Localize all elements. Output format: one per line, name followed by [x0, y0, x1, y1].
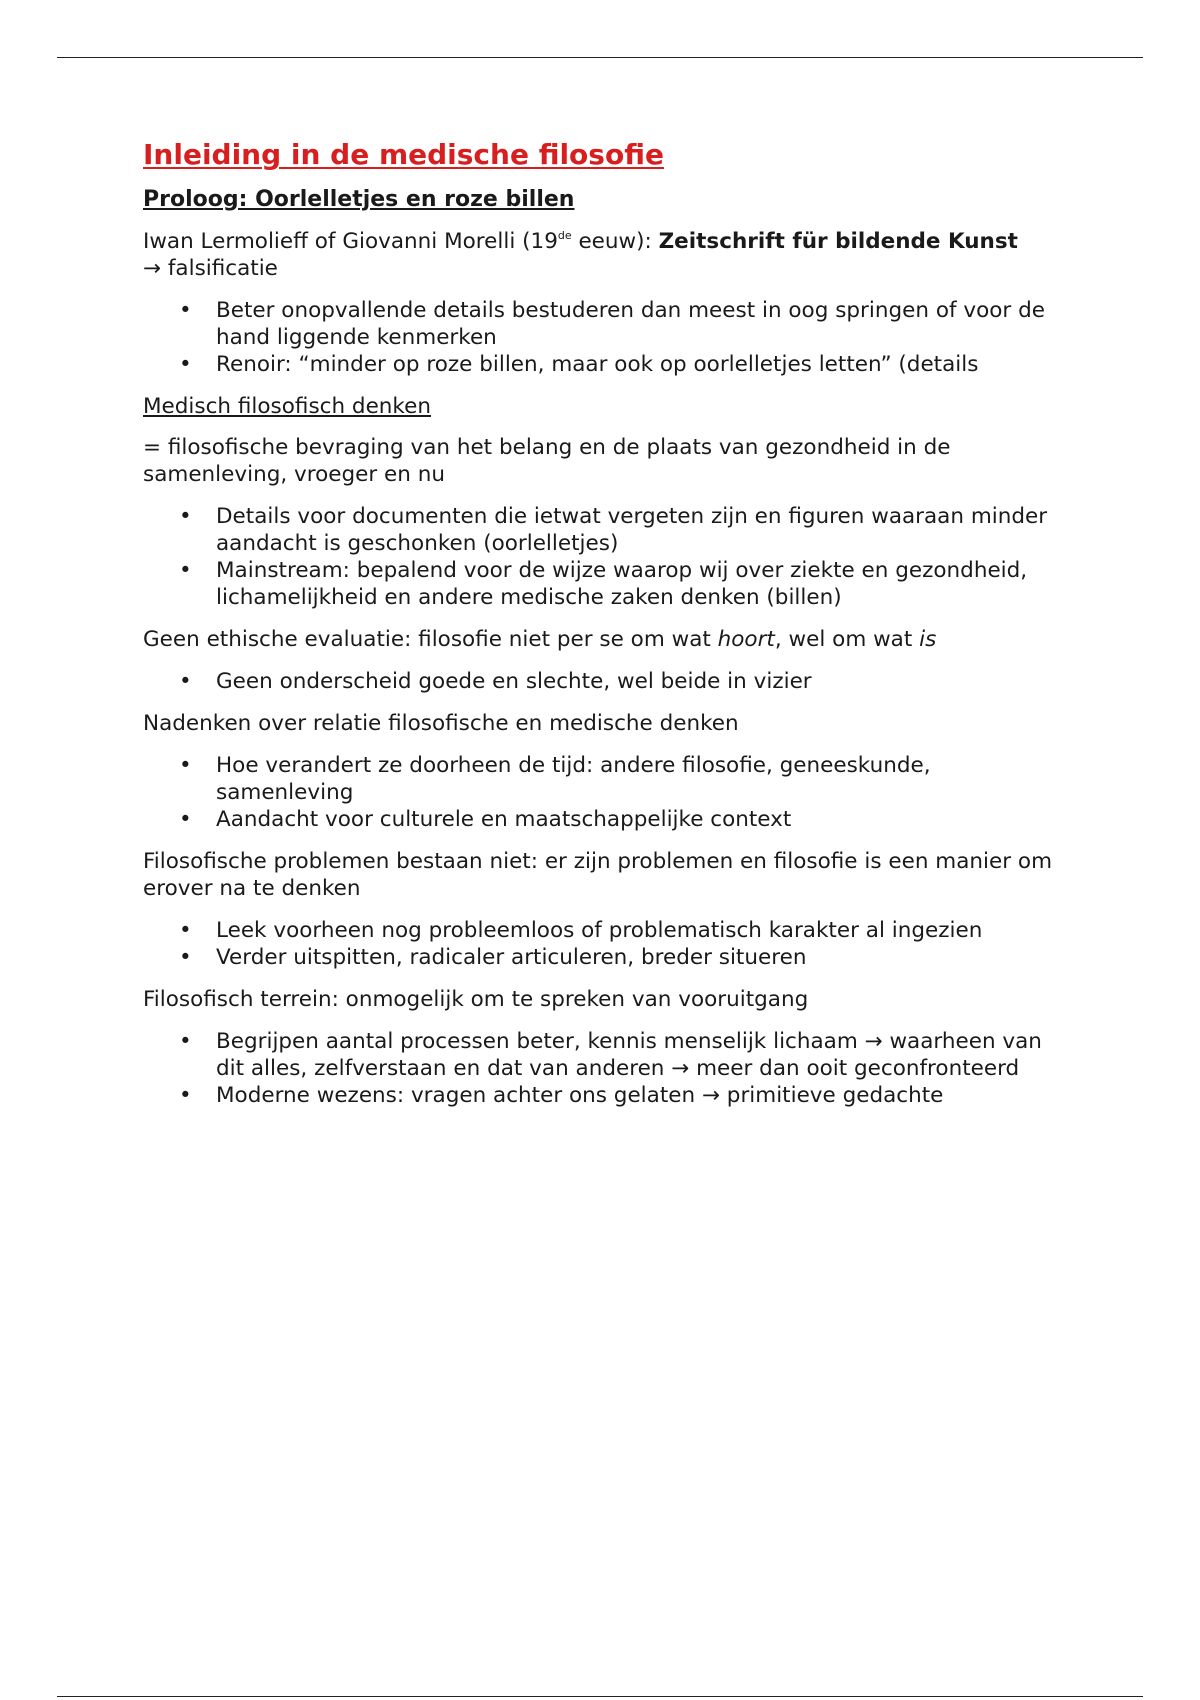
intro-superscript: de: [557, 229, 572, 242]
ethics-prefix: Geen ethische evaluatie: filosofie niet per se om wat: [143, 627, 718, 652]
list-item: • Beter onopvallende details bestuderen dan meest in oog springen of voor de hand liggende kenmerken: [143, 297, 1068, 351]
prologue-intro: [143, 228, 1068, 282]
document-body: [143, 138, 1068, 1124]
ethics-bullets: [143, 668, 1068, 695]
relation-paragraph: Nadenken over relatie filosofische en medische denken: [143, 711, 739, 736]
problems-bullets: [143, 917, 1068, 971]
list-item: • Hoe verandert ze doorheen de tijd: andere filosofie, geneeskunde, samenleving: [143, 752, 1068, 806]
list-item: • Mainstream: bepalend voor de wijze waarop wij over ziekte en gezondheid, lichamelijkheid en andere medische zaken denken (billen): [143, 557, 1068, 611]
terrain-paragraph: Filosofisch terrein: onmogelijk om te spreken van vooruitgang: [143, 987, 809, 1012]
list-item: • Aandacht voor culturele en maatschappelijke context: [143, 806, 1068, 833]
prologue-bullets: [143, 297, 1068, 378]
ethics-mid: , wel om wat: [774, 627, 920, 652]
intro-prefix: Iwan Lermolieff of Giovanni Morelli (19: [143, 229, 558, 254]
intro-falsification: → falsificatie: [143, 256, 278, 281]
ethics-italic-hoort: hoort: [717, 627, 775, 652]
list-item: • Details voor documenten die ietwat vergeten zijn en figuren waaraan minder aandacht is geschonken (oorlelletjes): [143, 503, 1068, 557]
medical-thinking-definition: = filosofische bevraging van het belang en de plaats van gezondheid in de samenleving, vroeger en nu: [143, 435, 951, 487]
relation-bullets: [143, 752, 1068, 833]
list-item: • Renoir: “minder op roze billen, maar ook op oorlelletjes letten” (details: [143, 351, 1068, 378]
intro-mid: eeuw):: [571, 229, 659, 254]
intro-journal-title: Zeitschrift für bildende Kunst: [658, 229, 1018, 254]
terrain-bullets: [143, 1028, 1068, 1109]
ethics-italic-is: is: [919, 627, 937, 652]
medical-thinking-bullets: [143, 503, 1068, 611]
list-item: • Leek voorheen nog probleemloos of problematisch karakter al ingezien: [143, 917, 1068, 944]
page-title: Inleiding in de medische filosofie: [143, 138, 664, 171]
prologue-heading: Proloog: Oorlelletjes en roze billen: [143, 187, 575, 212]
list-item: • Verder uitspitten, radicaler articuleren, breder situeren: [143, 944, 1068, 971]
list-item: • Geen onderscheid goede en slechte, wel beide in vizier: [143, 668, 1068, 695]
medical-thinking-heading: Medisch filosofisch denken: [143, 394, 431, 419]
bottom-rule: [57, 1696, 1143, 1697]
list-item: • Begrijpen aantal processen beter, kennis menselijk lichaam → waarheen van dit alles, zelfverstaan en dat van anderen → meer dan ooit geconfronteerd: [143, 1028, 1068, 1082]
list-item: • Moderne wezens: vragen achter ons gelaten → primitieve gedachte: [143, 1082, 1068, 1109]
ethics-paragraph: [143, 626, 1068, 653]
top-rule: [57, 57, 1143, 58]
problems-paragraph: Filosofische problemen bestaan niet: er zijn problemen en filosofie is een manier om erover na te denken: [143, 849, 1053, 901]
